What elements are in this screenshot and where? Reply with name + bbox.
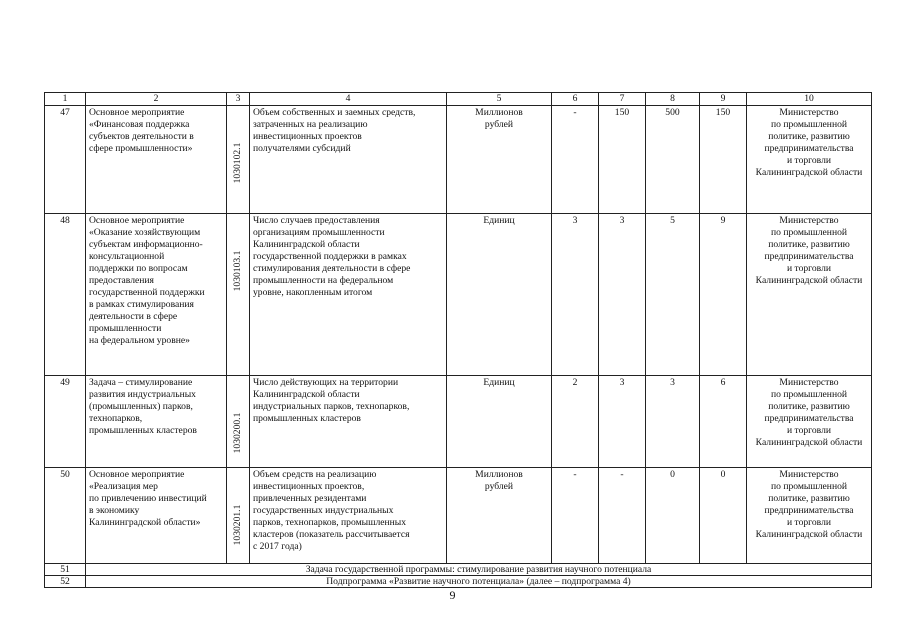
unit — [447, 468, 552, 564]
text-line: на федеральном уровне» — [89, 335, 190, 346]
text-line: Калининградской области — [755, 437, 863, 448]
col-header-6: 6 — [552, 93, 599, 106]
text-line: политике, развитию — [768, 131, 850, 142]
event-name — [86, 376, 227, 468]
section-title: Подпрограмма «Развитие научного потенциала» (далее – подпрограмма 4) — [86, 576, 872, 588]
text-line: по промышленной — [770, 481, 848, 492]
text-line: Министерство — [779, 215, 839, 226]
text-line: организациям промышленности — [253, 227, 385, 238]
value-9: 150 — [700, 106, 747, 214]
text-line: и торговли — [786, 263, 831, 274]
text-line: затраченных на реализацию — [253, 119, 368, 130]
col-header-9: 9 — [700, 93, 747, 106]
indicator-name — [250, 214, 447, 376]
text-line: Министерство — [779, 377, 839, 388]
responsible — [747, 376, 872, 468]
value-7: 3 — [599, 376, 646, 468]
col-header-2: 2 — [86, 93, 227, 106]
text-line: государственной поддержки в рамках — [253, 251, 407, 262]
value-8: 5 — [646, 214, 700, 376]
section-title: Задача государственной программы: стимулирование развития научного потенциала — [86, 564, 872, 576]
code-cell — [227, 106, 250, 214]
text-line: инвестиционных проектов — [253, 131, 362, 142]
text-line: Основное мероприятие — [89, 215, 185, 226]
table-row — [45, 376, 872, 468]
event-name — [86, 106, 227, 214]
text-line: Калининградской области — [253, 389, 360, 400]
value-6: 3 — [552, 214, 599, 376]
text-line: Министерство — [779, 469, 839, 480]
text-line: Калининградской области — [755, 167, 863, 178]
text-line: сфере промышленности» — [89, 143, 193, 154]
unit — [447, 214, 552, 376]
col-header-8: 8 — [646, 93, 700, 106]
text-line: Калининградской области» — [89, 517, 201, 528]
text-line: государственных индустриальных — [253, 505, 394, 516]
value-6: - — [552, 468, 599, 564]
text-line: субъектам информационно- — [89, 239, 203, 250]
text-line: стимулирования деятельности в сфере — [253, 263, 411, 274]
text-line: по промышленной — [770, 227, 848, 238]
text-line: промышленных кластеров — [253, 413, 361, 424]
indicator-name — [250, 468, 447, 564]
value-7: 3 — [599, 214, 646, 376]
event-name — [86, 468, 227, 564]
text-line: Число действующих на территории — [253, 377, 399, 388]
text-line: предпринимательства — [764, 413, 854, 424]
text-line: поддержки по вопросам — [89, 263, 188, 274]
value-8: 0 — [646, 468, 700, 564]
row-number: 49 — [45, 376, 86, 468]
value-8: 500 — [646, 106, 700, 214]
text-line: уровне, накопленным итогом — [253, 287, 373, 298]
value-9: 9 — [700, 214, 747, 376]
section-row — [45, 576, 872, 588]
row-number: 50 — [45, 468, 86, 564]
text-line: технопарков, — [89, 413, 143, 424]
row-number: 47 — [45, 106, 86, 214]
text-line: политике, развитию — [768, 493, 850, 504]
col-header-5: 5 — [447, 93, 552, 106]
text-line: политике, развитию — [768, 239, 850, 250]
text-line: промышленных кластеров — [89, 425, 197, 436]
table-row — [45, 106, 872, 214]
text-line: Объем собственных и заемных средств, — [253, 107, 416, 118]
row-number: 52 — [45, 576, 86, 588]
col-header-4: 4 — [250, 93, 447, 106]
value-9: 0 — [700, 468, 747, 564]
text-line: предпринимательства — [764, 251, 854, 262]
text-line: предоставления — [89, 275, 154, 286]
text-line: Миллионов — [475, 469, 523, 480]
text-line: в рамках стимулирования — [89, 299, 194, 310]
text-line: политике, развитию — [768, 401, 850, 412]
text-line: кластеров (показатель рассчитывается — [253, 529, 410, 540]
text-line: деятельности в сфере — [89, 311, 178, 322]
unit — [447, 106, 552, 214]
value-6: 2 — [552, 376, 599, 468]
text-line: рублей — [484, 481, 514, 492]
text-line: и торговли — [786, 425, 831, 436]
col-header-10: 10 — [747, 93, 872, 106]
text-line: Задача – стимулирование — [89, 377, 193, 388]
page-number: 9 — [449, 588, 456, 602]
text-line: с 2017 года) — [253, 541, 302, 552]
budget-code: 1030200.1 — [232, 412, 243, 454]
text-line: Единиц — [483, 377, 515, 388]
value-6: - — [552, 106, 599, 214]
text-line: привлеченных резидентами — [253, 493, 367, 504]
responsible — [747, 106, 872, 214]
unit — [447, 376, 552, 468]
text-line: предпринимательства — [764, 143, 854, 154]
text-line: Основное мероприятие — [89, 469, 185, 480]
text-line: «Оказание хозяйствующим — [89, 227, 201, 238]
code-cell — [227, 214, 250, 376]
text-line: государственной поддержки — [89, 287, 205, 298]
col-header-3: 3 — [227, 93, 250, 106]
text-line: промышленности на федеральном — [253, 275, 394, 286]
text-line: Единиц — [483, 215, 515, 226]
text-line: Объем средств на реализацию — [253, 469, 377, 480]
indicator-name — [250, 376, 447, 468]
table-row — [45, 468, 872, 564]
budget-code: 1030103.1 — [232, 250, 243, 292]
text-line: по промышленной — [770, 389, 848, 400]
header-row — [45, 93, 872, 106]
text-line: «Финансовая поддержка — [89, 119, 190, 130]
col-header-1: 1 — [45, 93, 86, 106]
text-line: в экономику — [89, 505, 140, 516]
text-line: Калининградской области — [253, 239, 360, 250]
table-row — [45, 214, 872, 376]
indicator-name — [250, 106, 447, 214]
section-row — [45, 564, 872, 576]
value-9: 6 — [700, 376, 747, 468]
event-name — [86, 214, 227, 376]
text-line: субъектов деятельности в — [89, 131, 194, 142]
text-line: парков, технопарков, промышленных — [253, 517, 407, 528]
text-line: Министерство — [779, 107, 839, 118]
text-line: предпринимательства — [764, 505, 854, 516]
value-8: 3 — [646, 376, 700, 468]
col-header-7: 7 — [599, 93, 646, 106]
text-line: Калининградской области — [755, 529, 863, 540]
text-line: индустриальных парков, технопарков, — [253, 401, 410, 412]
text-line: «Реализация мер — [89, 481, 158, 492]
text-line: Калининградской области — [755, 275, 863, 286]
program-table — [44, 92, 872, 588]
text-line: консультационной — [89, 251, 165, 262]
text-line: инвестиционных проектов, — [253, 481, 365, 492]
text-line: рублей — [484, 119, 514, 130]
text-line: Миллионов — [475, 107, 523, 118]
value-7: 150 — [599, 106, 646, 214]
text-line: развития индустриальных — [89, 389, 196, 400]
code-cell — [227, 468, 250, 564]
budget-code: 1030201.1 — [232, 504, 243, 546]
responsible — [747, 214, 872, 376]
text-line: Основное мероприятие — [89, 107, 185, 118]
text-line: по привлечению инвестиций — [89, 493, 207, 504]
text-line: по промышленной — [770, 119, 848, 130]
row-number: 51 — [45, 564, 86, 576]
responsible — [747, 468, 872, 564]
code-cell — [227, 376, 250, 468]
value-7: - — [599, 468, 646, 564]
text-line: и торговли — [786, 517, 831, 528]
text-line: и торговли — [786, 155, 831, 166]
text-line: (промышленных) парков, — [89, 401, 193, 412]
text-line: промышленности — [89, 323, 162, 334]
budget-code: 1030102.1 — [232, 142, 243, 184]
row-number: 48 — [45, 214, 86, 376]
text-line: получателями субсидий — [253, 143, 351, 154]
text-line: Число случаев предоставления — [253, 215, 380, 226]
